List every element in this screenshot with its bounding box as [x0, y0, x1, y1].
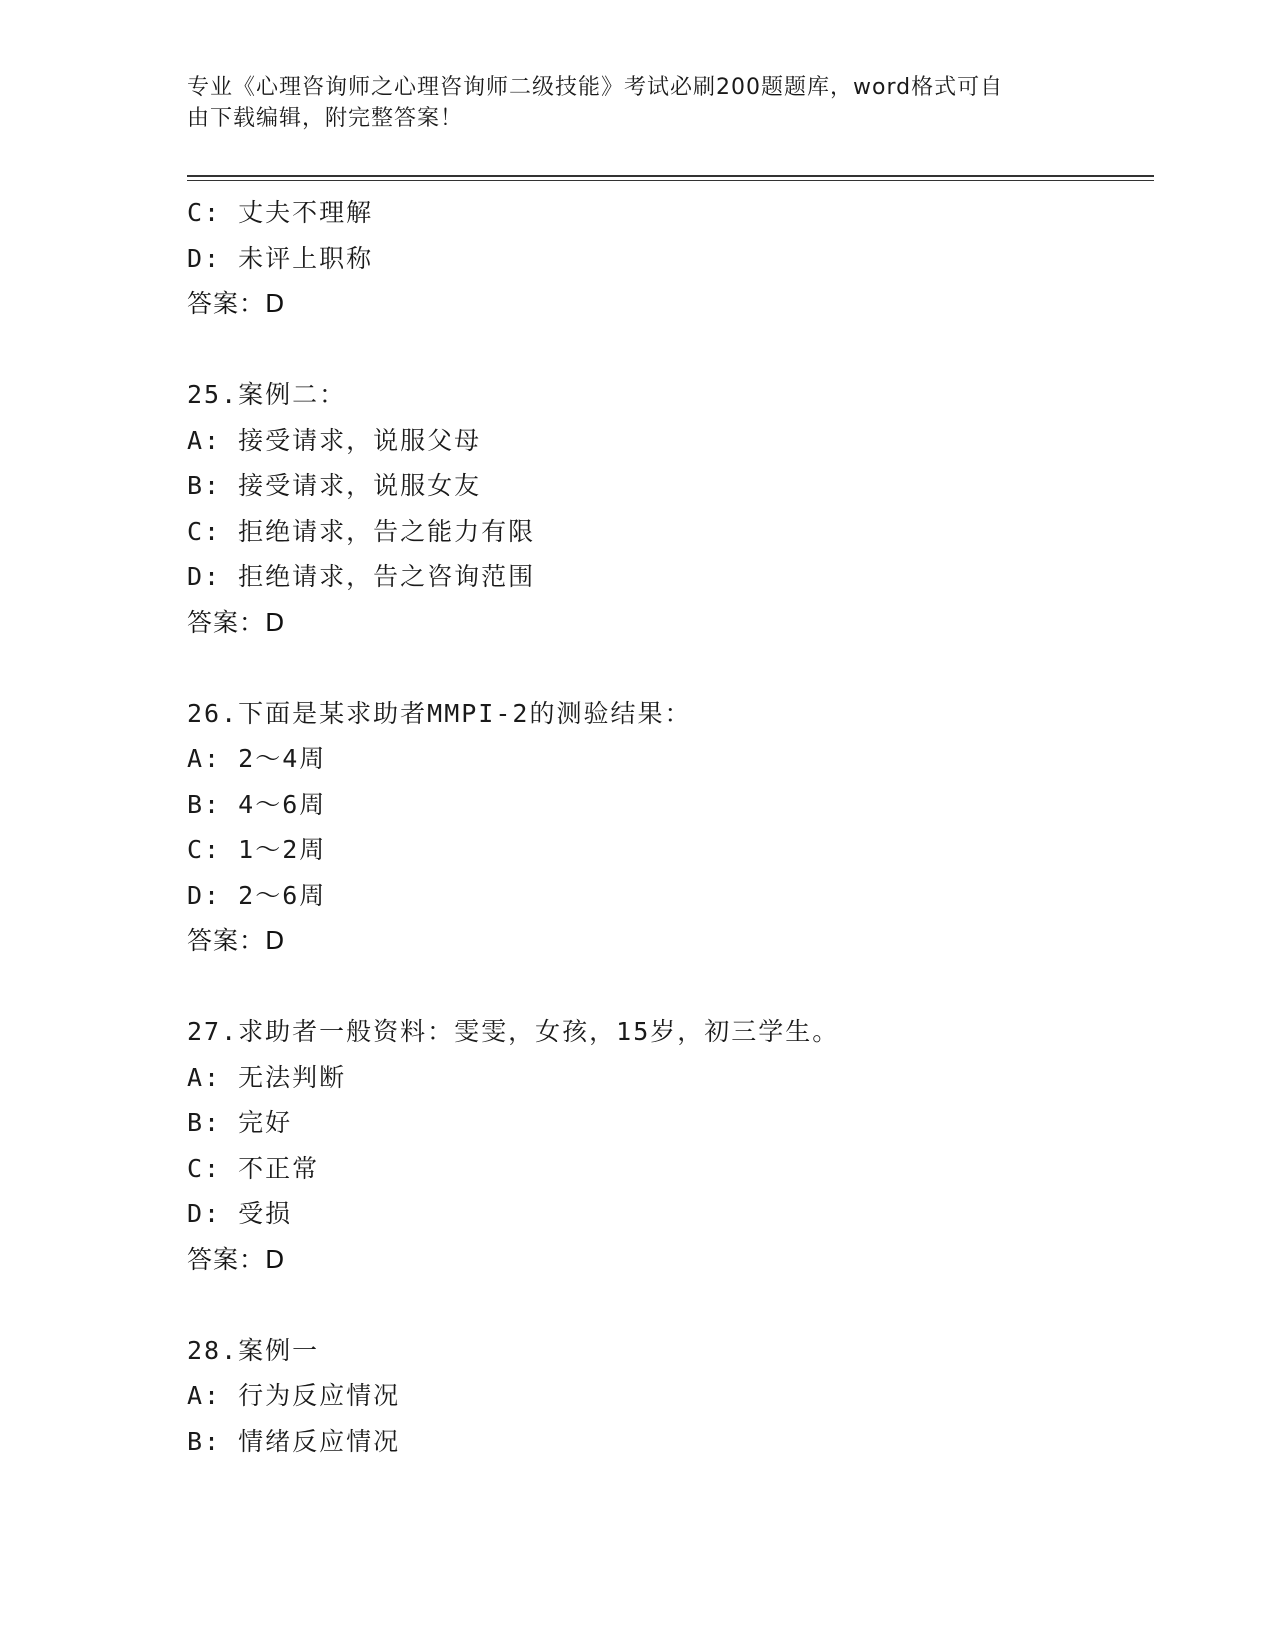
- option-a: A: 行为反应情况: [187, 1381, 401, 1410]
- question-stem: 26.下面是某求助者MMPI-2的测验结果：: [187, 698, 692, 728]
- header-divider-thick: [187, 175, 1154, 177]
- header-title-line-2: 由下载编辑，附完整答案！: [187, 106, 464, 131]
- question-stem: 28.案例一: [187, 1335, 320, 1365]
- option-c: C: 1～2周: [187, 835, 327, 864]
- spacer: [187, 645, 1147, 691]
- option-d: D: 未评上职称: [187, 243, 374, 273]
- option-a: A: 接受请求，说服父母: [187, 425, 482, 455]
- option-a: A: 2～4周: [187, 744, 327, 773]
- option-b: B: 4～6周: [187, 789, 327, 819]
- question-27: [187, 1009, 1147, 1282]
- question-partial: [187, 190, 1147, 327]
- option-b: B: 情绪反应情况: [187, 1426, 401, 1456]
- spacer: [187, 1282, 1147, 1328]
- option-b: B: 完好: [187, 1108, 293, 1137]
- option-d: D: 2～6周: [187, 880, 327, 910]
- document-header: [187, 72, 1067, 134]
- header-divider-thin: [187, 180, 1154, 181]
- answer-line: 答案：D: [187, 926, 286, 955]
- question-list: [187, 190, 1147, 1464]
- option-c: C: 丈夫不理解: [187, 198, 374, 227]
- option-a: A: 无法判断: [187, 1062, 347, 1092]
- option-d: D: 受损: [187, 1199, 293, 1228]
- question-stem: 25.案例二：: [187, 380, 347, 409]
- answer-line: 答案：D: [187, 289, 286, 318]
- question-25: [187, 372, 1147, 645]
- option-d: D: 拒绝请求，告之咨询范围: [187, 562, 536, 591]
- answer-line: 答案：D: [187, 607, 286, 637]
- option-c: C: 拒绝请求，告之能力有限: [187, 516, 536, 546]
- spacer: [187, 964, 1147, 1010]
- spacer: [187, 327, 1147, 373]
- question-26: [187, 691, 1147, 964]
- option-b: B: 接受请求，说服女友: [187, 471, 482, 500]
- question-28: [187, 1328, 1147, 1465]
- answer-line: 答案：D: [187, 1244, 286, 1274]
- header-title-line-1: 专业《心理咨询师之心理咨询师二级技能》考试必刷200题题库，word格式可自: [187, 75, 1004, 100]
- option-c: C: 不正常: [187, 1153, 320, 1183]
- question-stem: 27.求助者一般资料：雯雯，女孩，15岁，初三学生。: [187, 1017, 840, 1046]
